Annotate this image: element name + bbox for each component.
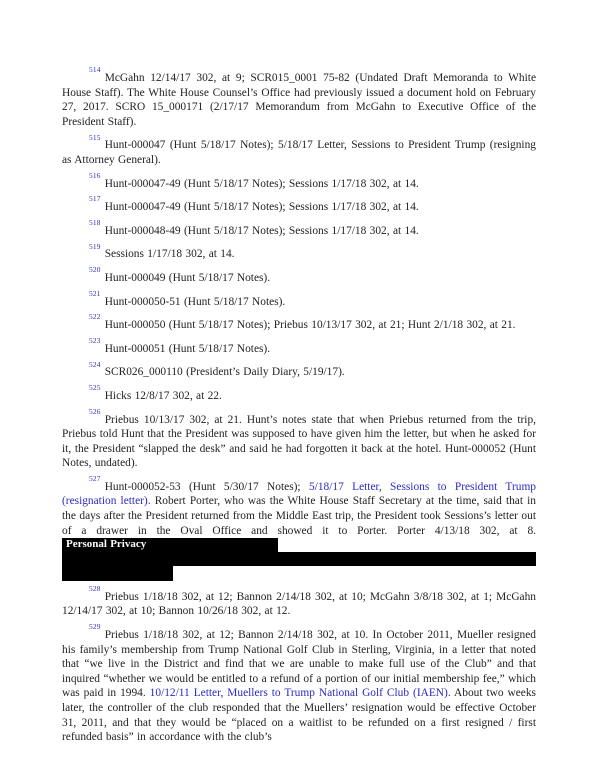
- footnote: [62, 170, 536, 192]
- footnote-paragraph: [62, 584, 536, 619]
- footnote-text: Hunt-000047-49 (Hunt 5/18/17 Notes); Sessions 1/17/18 302, at 14.: [104, 201, 419, 214]
- footnote-body: [105, 343, 270, 355]
- footnote-text: Hunt-000050 (Hunt 5/18/17 Notes); Priebus 10/13/17 302, at 21; Hunt 2/1/18 302, at 21.: [104, 319, 516, 332]
- footnote-text: Hunt-000047 (Hunt 5/18/17 Notes); 5/18/17 Letter, Sessions to President Trump (resigning as Attorney General).: [62, 139, 536, 166]
- footnote: [62, 474, 537, 581]
- redaction-bar-partial: [62, 566, 173, 581]
- footnote-number[interactable]: 516: [89, 170, 101, 180]
- footnote-paragraph: [62, 288, 536, 310]
- redaction-bar-full: [62, 552, 536, 567]
- footnote-number[interactable]: 527: [89, 474, 101, 484]
- footnote-body: [62, 414, 536, 470]
- footnote-text: Sessions 1/17/18 302, at 14.: [104, 248, 235, 261]
- footnote-list: [62, 65, 537, 745]
- footnote: [62, 312, 536, 333]
- footnote-paragraph: [62, 406, 536, 471]
- footnote-paragraph: [62, 312, 536, 333]
- footnote-body: [105, 248, 235, 260]
- footnote-text: Hunt-000052-53 (Hunt 5/30/17 Notes);: [104, 480, 309, 493]
- footnote-body: [105, 390, 222, 402]
- footnote-paragraph: [62, 383, 536, 404]
- citation-link[interactable]: 10/12/11 Letter, Muellers to Trump National Golf Club (IAEN).: [149, 687, 451, 700]
- footnote-paragraph: [62, 265, 536, 286]
- footnote-text: McGahn 12/14/17 302, at 9; SCR015_0001 75-82 (Undated Draft Memoranda to White House Staff). The White House Counsel’s Office had previously issued a document hold on February 27, 2017. SCRO 15_000171 (2/17/17 Memorandum from McGahn to Executive Office of the President Staff).: [62, 72, 536, 128]
- footnote-number[interactable]: 514: [89, 65, 101, 75]
- footnote-text: Hicks 12/8/17 302, at 22.: [104, 389, 222, 402]
- footnote-body: [105, 225, 419, 237]
- footnote-body: [105, 366, 345, 378]
- footnote: [62, 406, 536, 471]
- footnote-number[interactable]: 522: [89, 312, 101, 322]
- footnote-body: [105, 178, 419, 190]
- footnote: [62, 288, 536, 310]
- footnote-paragraph: [62, 241, 536, 262]
- footnote: [62, 217, 536, 239]
- footnote-number[interactable]: 525: [89, 383, 101, 393]
- footnote-number[interactable]: 520: [89, 265, 101, 275]
- footnote-number[interactable]: 528: [89, 584, 101, 594]
- footnote-text: Hunt-000049 (Hunt 5/18/17 Notes).: [104, 271, 271, 284]
- footnote-number[interactable]: 526: [89, 406, 101, 416]
- footnote-number[interactable]: 518: [89, 217, 101, 227]
- citation-link[interactable]: 5/18/17 Letter, Sessions to President Trump (resignation letter).: [62, 480, 536, 508]
- footnote-text: About two weeks later, the controller of the club responded that the Muellers’ resignation would be effective October 31, 2011, and that they would be “placed on a waitlist to be refunded on a first resigned / first refunded basis” in accordance with the club’s: [62, 687, 536, 744]
- footnote-text: Priebus 10/13/17 302, at 21. Hunt’s notes state that when Priebus returned from the trip, Priebus told Hunt that the President was supposed to have given him the letter, but when he asked for it, the President “slapped the desk” and said he had forgotten it back at the hotel. Hunt-000052 (Hunt Notes, undated).: [62, 413, 536, 470]
- footnote-text: Robert Porter, who was the White House Staff Secretary at the time, said that in the days after the President returned from the Middle East trip, the President took Sessions’s letter out of a drawer in the Oval Office and showed it to Porter. Porter 4/13/18 302, at 8.: [62, 495, 537, 537]
- footnote-body: [62, 139, 536, 166]
- footnote-paragraph: [62, 359, 536, 380]
- footnote-paragraph: [62, 65, 536, 129]
- footnote: [62, 359, 536, 380]
- footnote-number[interactable]: 524: [89, 359, 101, 369]
- footnote-text: Hunt-000048-49 (Hunt 5/18/17 Notes); Sessions 1/17/18 302, at 14.: [104, 224, 419, 237]
- footnote-text: SCR026_000110 (President’s Daily Diary, 5/19/17).: [104, 366, 345, 379]
- footnote: [62, 241, 536, 262]
- footnote-text: Hunt-000050-51 (Hunt 5/18/17 Notes).: [104, 295, 286, 308]
- redaction-box-label: Personal Privacy: [62, 538, 278, 552]
- footnote-body: [105, 296, 286, 308]
- footnote-number[interactable]: 521: [89, 288, 101, 298]
- footnote-paragraph: [62, 132, 536, 167]
- footnote-paragraph: [62, 622, 536, 745]
- footnote-paragraph: [62, 474, 537, 554]
- footnote-body: [62, 481, 536, 552]
- footnote-paragraph: [62, 194, 536, 215]
- footnote: [62, 335, 536, 357]
- footnote-paragraph: [62, 335, 536, 357]
- footnote-body: [105, 319, 516, 331]
- footnote-body: [105, 272, 270, 284]
- footnote: [62, 265, 536, 286]
- footnote-body: [105, 201, 419, 213]
- footnote: [62, 383, 536, 404]
- footnote-paragraph: [62, 217, 536, 239]
- footnote-paragraph: [62, 170, 536, 192]
- footnote-text: Hunt-000051 (Hunt 5/18/17 Notes).: [104, 342, 271, 355]
- footnote-body: [62, 72, 536, 128]
- footnote-number[interactable]: 523: [89, 335, 101, 345]
- footnote-number[interactable]: 517: [89, 194, 101, 204]
- footnote-number[interactable]: 515: [89, 132, 101, 142]
- footnote-number[interactable]: 529: [89, 622, 101, 632]
- footnote-body: [62, 629, 536, 743]
- footnote-body: [62, 591, 536, 618]
- footnote-text: Priebus 1/18/18 302, at 12; Bannon 2/14/18 302, at 10. In October 2011, Mueller resigned his family’s membership from Trump National Golf Club in Sterling, Virginia, in a letter that noted that “we live in the District and find that we are unable to make full use of the Club” and that inquired “whether we would be entitled to a refund of a portion of our initial membership fee,” which was paid in 1994.: [62, 629, 536, 700]
- footnote: [62, 132, 536, 167]
- footnote: [62, 65, 536, 129]
- footnote: [62, 622, 536, 745]
- footnote: [62, 194, 536, 215]
- footnote-text: Priebus 1/18/18 302, at 12; Bannon 2/14/18 302, at 10; McGahn 3/8/18 302, at 1; McGahn 12/14/17 302, at 10; Bannon 10/26/18 302, at 12.: [62, 590, 536, 618]
- footnote-number[interactable]: 519: [89, 241, 101, 251]
- footnote: [62, 584, 536, 619]
- footnote-text: Hunt-000047-49 (Hunt 5/18/17 Notes); Sessions 1/17/18 302, at 14.: [104, 177, 419, 190]
